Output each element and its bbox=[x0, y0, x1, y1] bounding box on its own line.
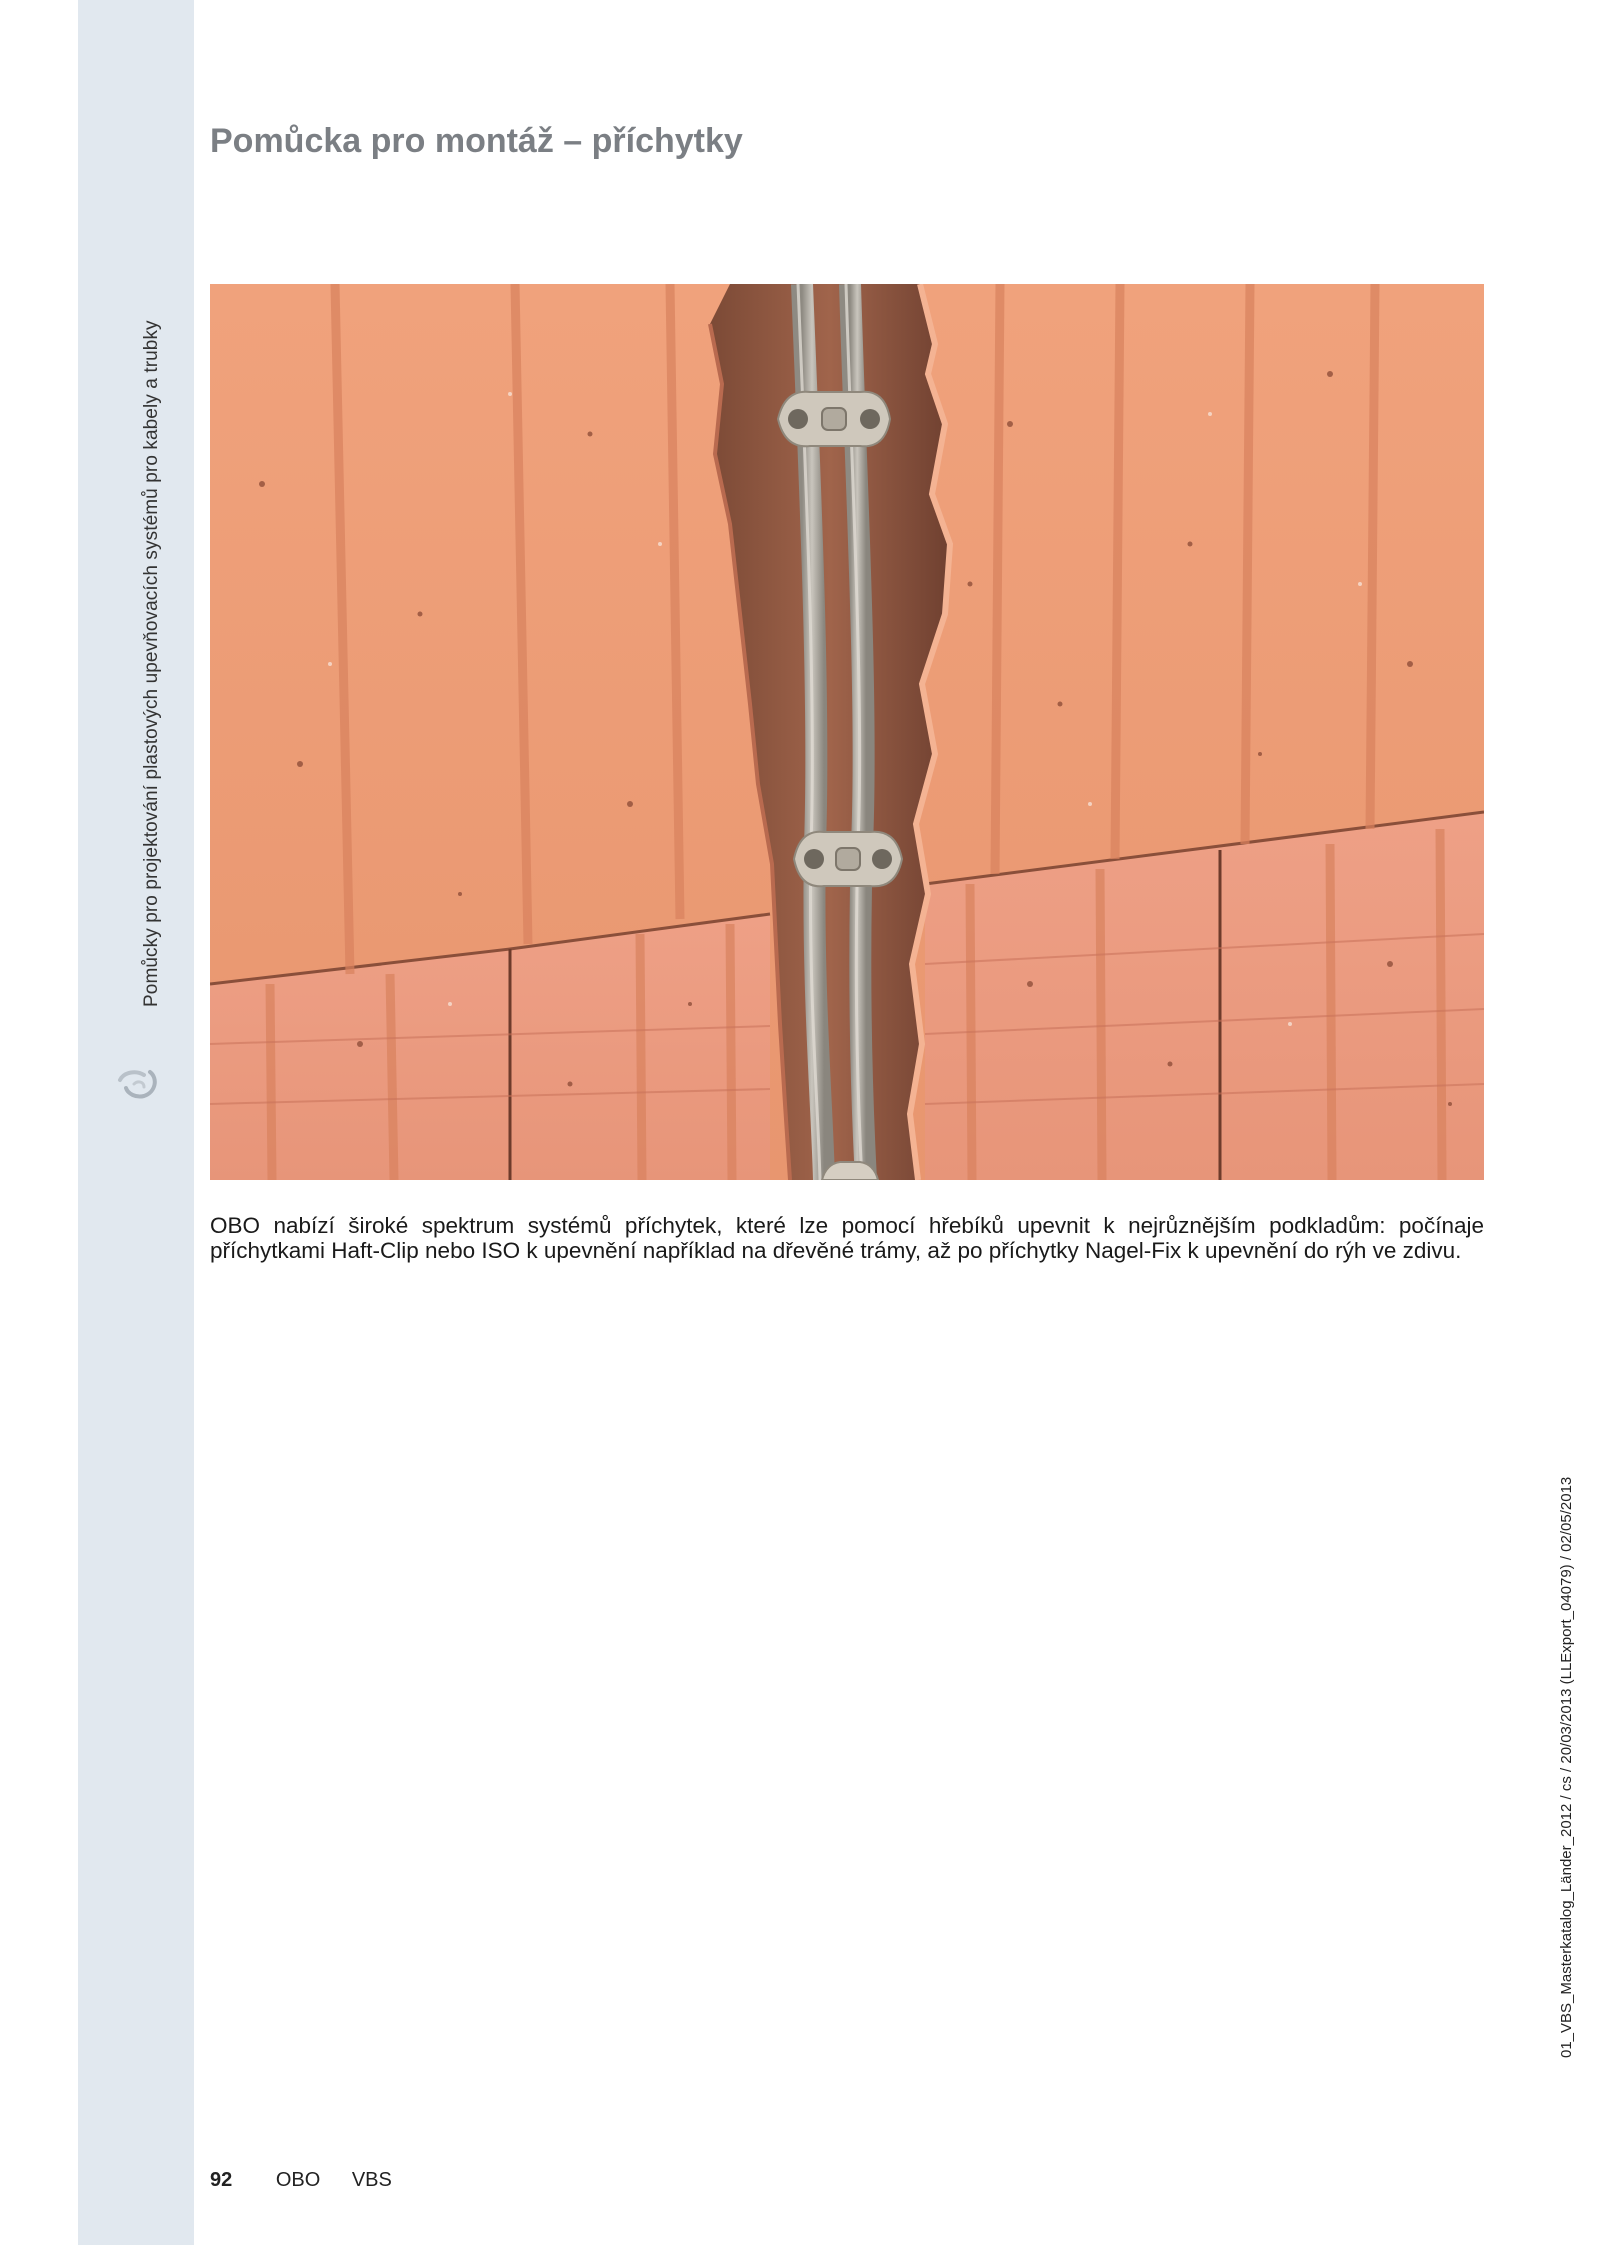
sidebar-section-title: Pomůcky pro projektování plastových upevňovacích systémů pro kabely a trubky bbox=[141, 320, 162, 1007]
footer-brand: OBO bbox=[275, 2169, 321, 2191]
brand-swirl-icon bbox=[114, 1066, 162, 1102]
page-title: Pomůcka pro montáž – příchytky bbox=[210, 122, 743, 160]
page-footer bbox=[210, 2169, 392, 2192]
page-number: 92 bbox=[210, 2169, 233, 2191]
footer-section: VBS bbox=[351, 2169, 392, 2191]
print-job-line: 01_VBS_Masterkatalog_Länder_2012 / cs / 20/03/2013 (LLExport_04079) / 02/05/2013 bbox=[1558, 1476, 1575, 2058]
nail-clip-upper bbox=[778, 392, 890, 447]
product-photo bbox=[210, 284, 1484, 1180]
nail-clip-lower bbox=[794, 832, 902, 887]
wall-with-pipes-illustration bbox=[210, 284, 1484, 1180]
intro-paragraph: OBO nabízí široké spektrum systémů příchytek, které lze pomocí hřebíků upevnit k nejrůznějším podkladům: počínaje příchytkami Haft-Clip nebo ISO k upevnění například na dřevěné trámy, až po příchytky Nagel-Fix k upevnění do rýh ve zdivu. bbox=[210, 1213, 1484, 1263]
sidebar-band bbox=[78, 0, 194, 2245]
